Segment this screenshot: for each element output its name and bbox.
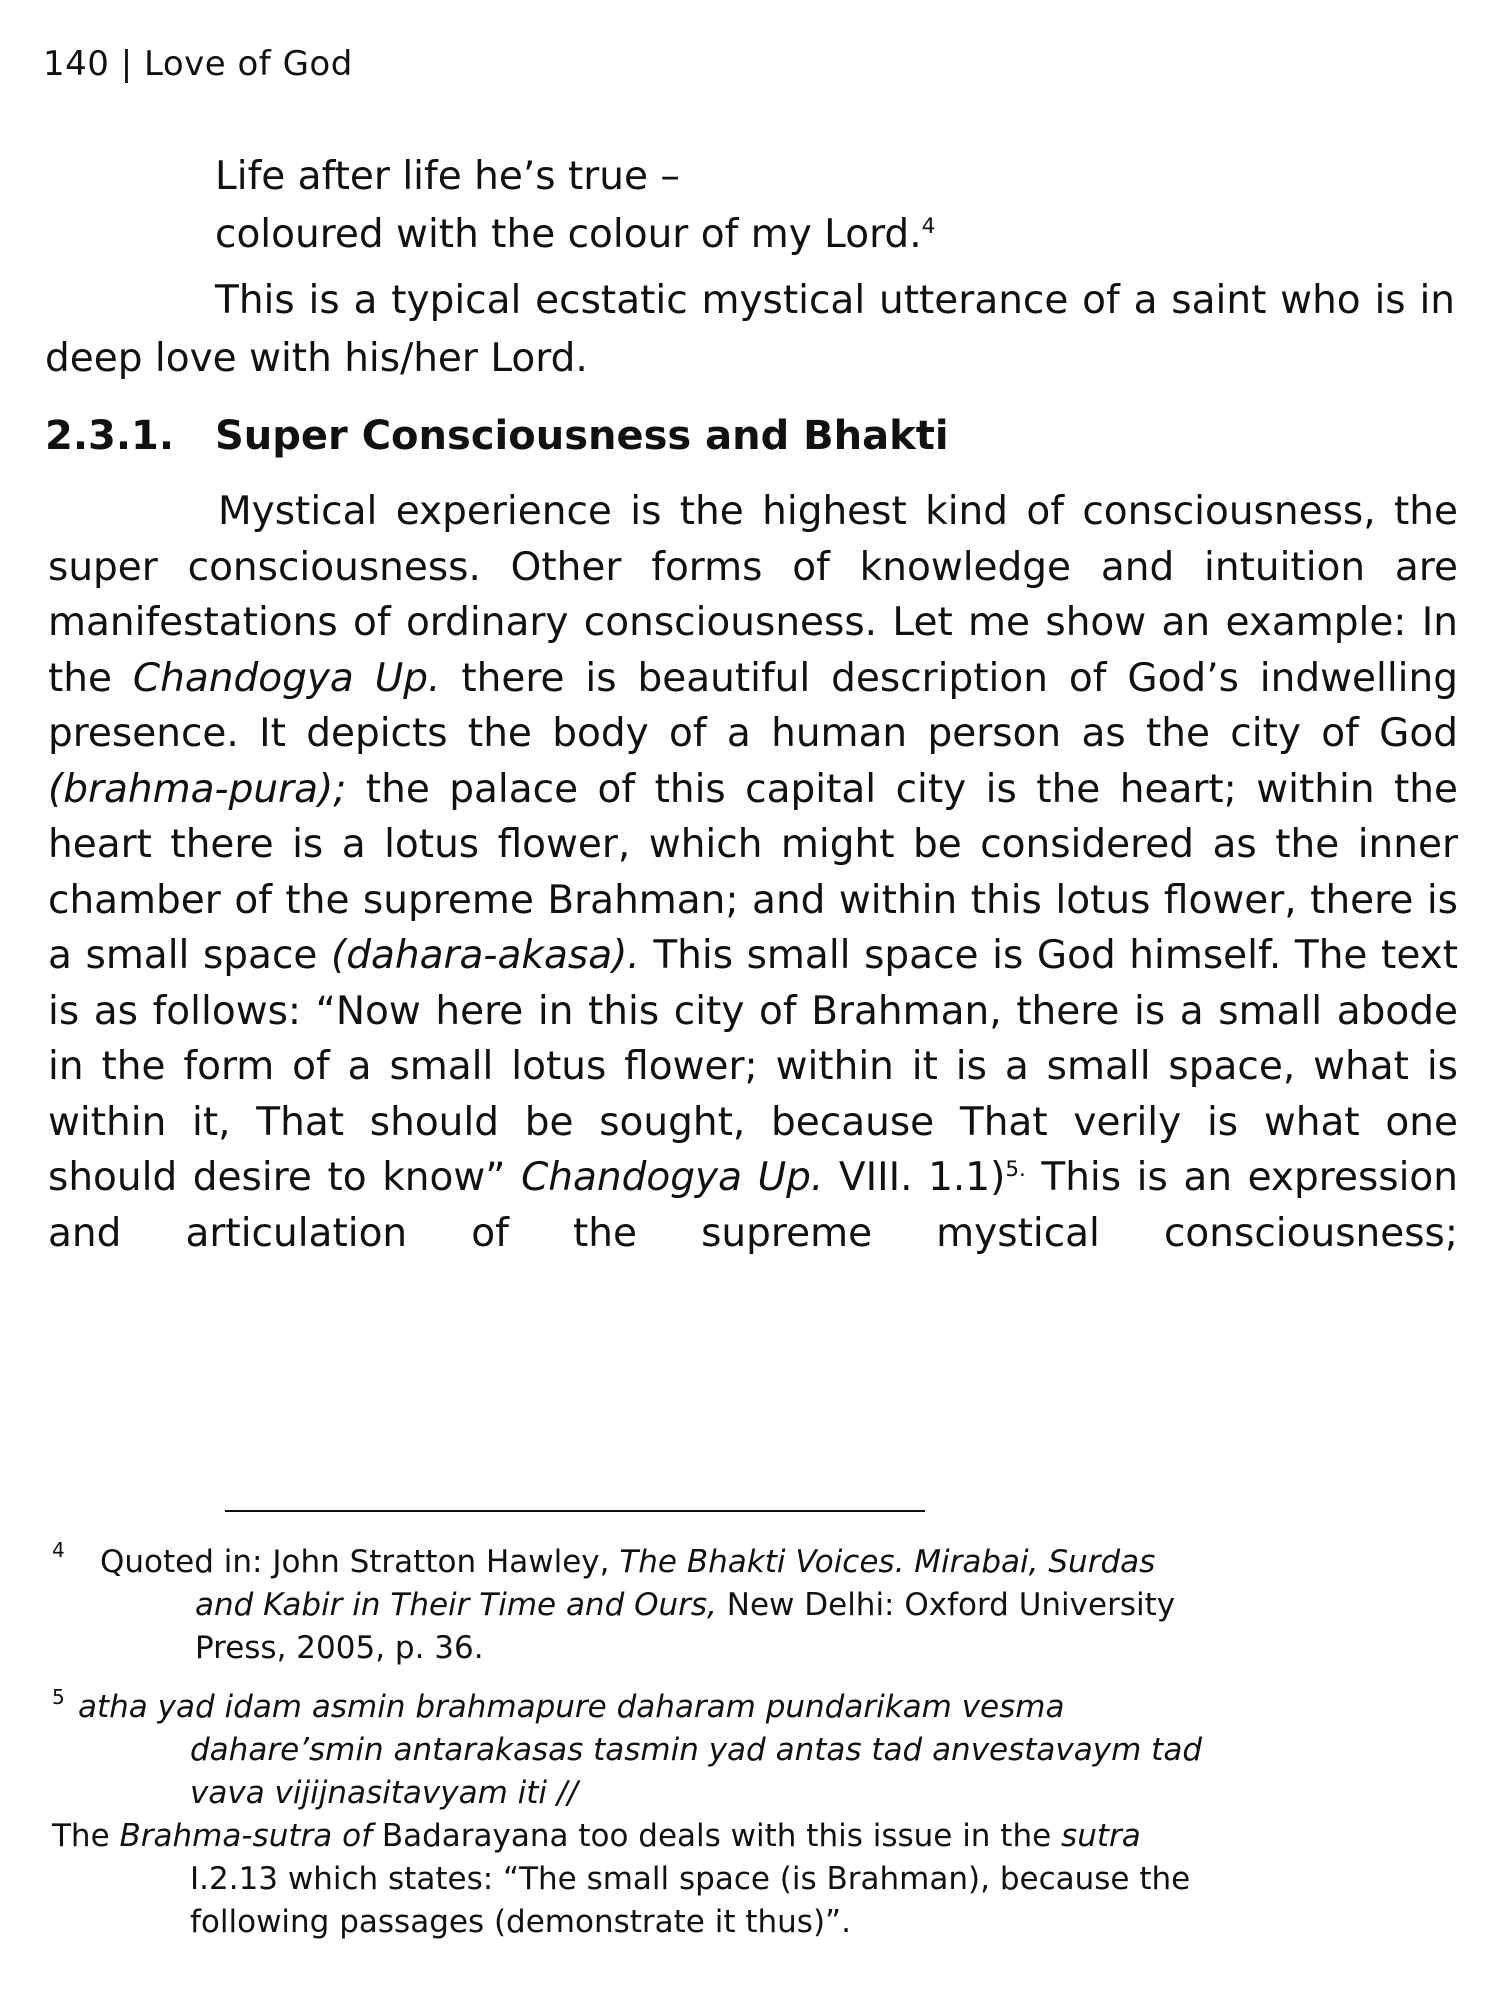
footnote-5-line-5: I.2.13 which states: “The small space (is Brahman), because the <box>190 1861 1191 1897</box>
verse-line-1: Life after life he’s true – <box>215 154 680 199</box>
section-heading <box>45 408 1445 464</box>
footnote-4-line-1 <box>100 1541 1460 1584</box>
footnote-5-work-title: Brahma-sutra of <box>119 1818 372 1854</box>
footnote-ref-5: 5. <box>1005 1157 1026 1182</box>
verse-quote <box>215 148 1415 264</box>
footnote-5-line-2: dahare’smin antarakasas tasmin yad antas tad anvestavaym tad <box>190 1732 1202 1768</box>
book-title: Love of God <box>144 44 353 84</box>
footnote-4-text-2: New Delhi: Oxford University <box>716 1587 1176 1623</box>
footnote-5-line-4 <box>52 1815 1462 1858</box>
footnote-ref-4: 4 <box>921 214 936 239</box>
main-text-1: Mystical experience is the highest kind of consciousness, the super consciousness. Other forms of knowledge and intuition are manifestations of ordinary consciousness. Let me show an example: In the <box>48 489 1458 701</box>
verse-line-2-text: coloured with the colour of my Lord. <box>215 212 922 257</box>
main-text-6: This is an expression and articulation of the supreme mystical consciousness; <box>48 1155 1458 1256</box>
main-paragraph <box>48 484 1458 1261</box>
footnote-5 <box>78 1686 1458 1815</box>
footnote-4-marker: 4 <box>52 1538 65 1562</box>
head-separator: | <box>120 44 133 84</box>
page-number: 140 <box>43 44 110 84</box>
footnote-4-line-3: Press, 2005, p. 36. <box>195 1630 484 1666</box>
footnote-5-marker: 5 <box>52 1685 65 1709</box>
footnote-4-text-1: Quoted in: John Stratton Hawley, <box>100 1544 620 1580</box>
section-title: Super Consciousness and Bhakti <box>215 413 949 459</box>
footnote-5-text-2: Badarayana too deals with this issue in the <box>371 1818 1062 1854</box>
main-text-3: the palace of this capital city is the heart; within the heart there is a lotus flower, which might be considered as the inner chamber of the supreme Brahman; and within this lotus flower, there is a small space <box>48 766 1458 978</box>
work-title-chandogya-2: Chandogya Up. <box>521 1155 824 1200</box>
footnote-4 <box>100 1541 1460 1670</box>
footnote-5-line-6: following passages (demonstrate it thus)”. <box>190 1904 851 1940</box>
term-dahara-akasa: (dahara-akasa). <box>331 933 640 978</box>
main-text-4: This small space is God himself. The text is as follows: “Now here in this city of Brahman, there is a small abode in the form of a small lotus flower; within it is a small space, what is within it, That should be sought, because That verily is what one should desire to know” <box>48 933 1458 1200</box>
main-text-5: VIII. 1.1) <box>823 1155 1006 1200</box>
footnote-4-title-a: The Bhakti Voices. Mirabai, Surdas <box>619 1544 1156 1580</box>
footnote-5-text-1: The <box>52 1818 120 1854</box>
footnote-5-line-1: atha yad idam asmin brahmapure daharam pundarikam vesma <box>78 1689 1065 1725</box>
section-number: 2.3.1. <box>45 413 175 459</box>
term-brahma-pura: (brahma-pura); <box>48 766 347 812</box>
footnote-divider <box>225 1510 925 1512</box>
main-text-2: there is beautiful description of God’s indwelling presence. It depicts the body of a human person as the city of God <box>48 655 1458 756</box>
verse-line-2 <box>215 206 1415 264</box>
footnote-5-term-sutra: sutra <box>1061 1818 1141 1854</box>
footnote-4-line-2 <box>100 1584 1460 1627</box>
running-head <box>43 42 353 86</box>
intro-paragraph: This is a typical ecstatic mystical utterance of a saint who is in deep love with his/her Lord. <box>45 278 1455 381</box>
work-title-chandogya: Chandogya Up. <box>132 655 441 701</box>
footnote-5-line-3: vava vijijnasitavyam iti // <box>190 1775 578 1811</box>
footnote-4-title-b: and Kabir in Their Time and Ours, <box>195 1587 717 1623</box>
footnote-5-continuation <box>52 1815 1462 1944</box>
